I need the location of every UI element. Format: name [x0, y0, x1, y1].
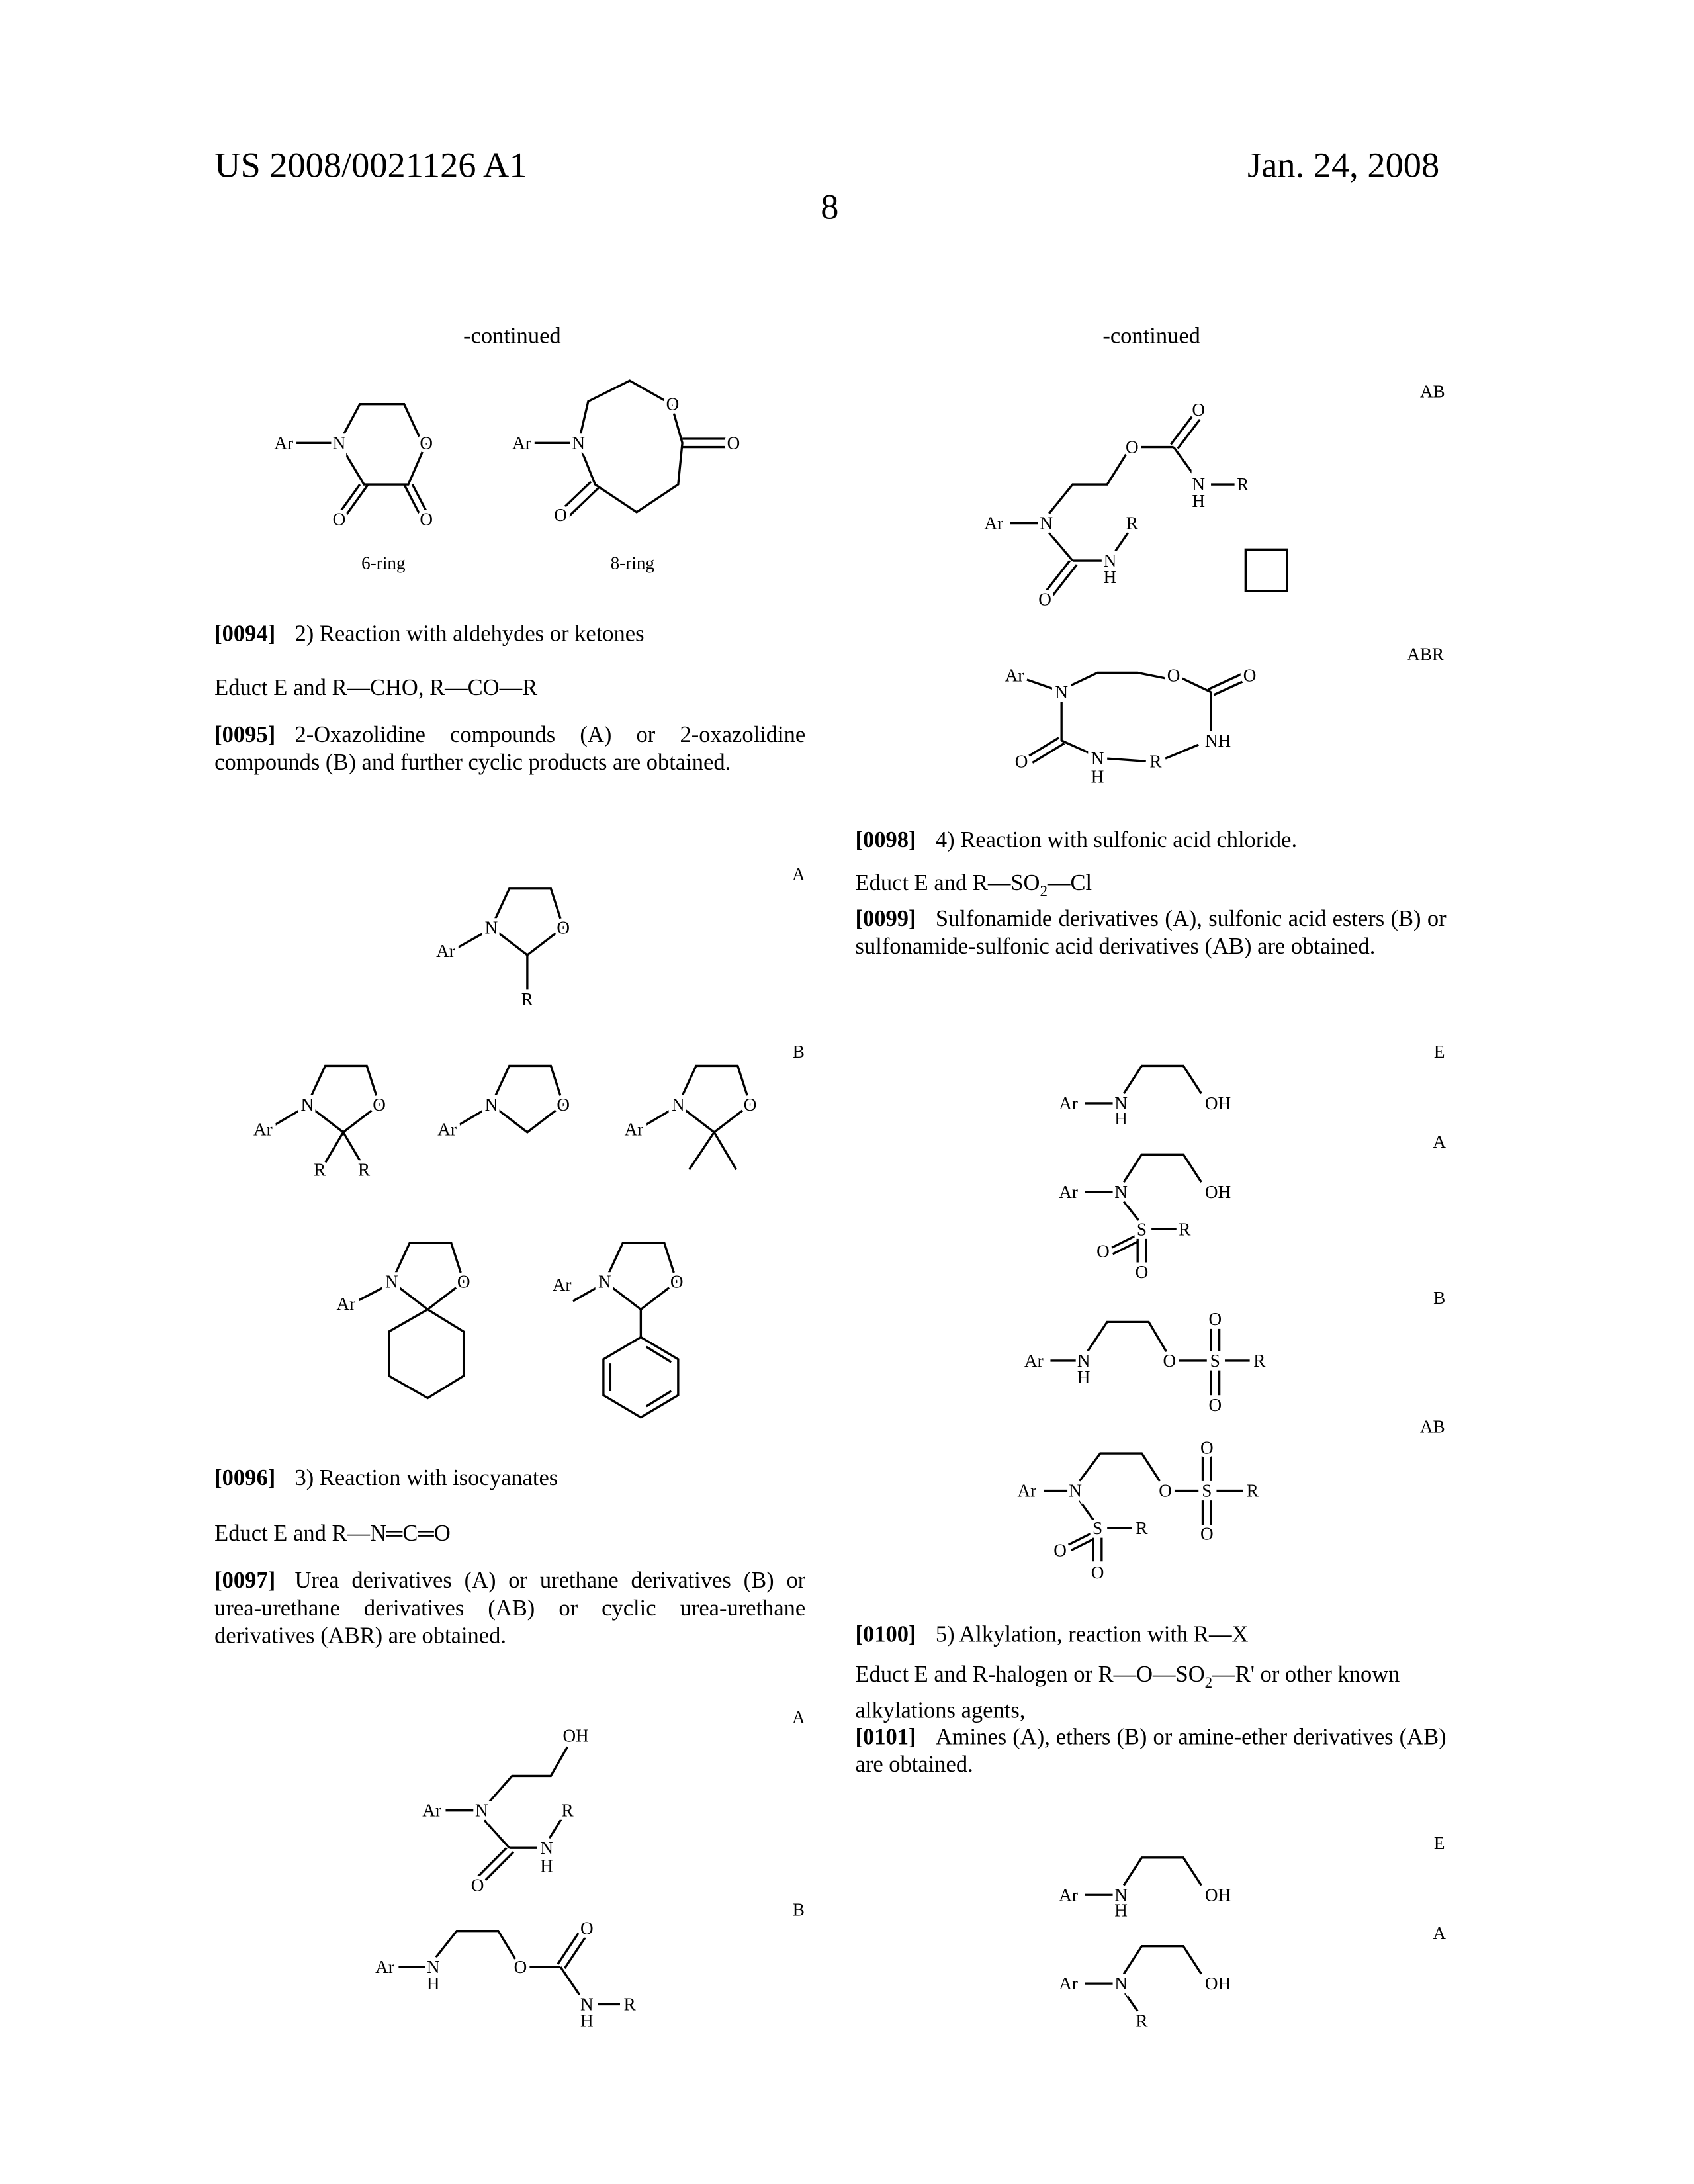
atom-label: OH [1205, 1974, 1231, 1993]
six-ring-structure [293, 404, 430, 520]
chemical-structures [0, 0, 1694, 2184]
atom-label: N [301, 1095, 314, 1115]
atom-label: O [1091, 1563, 1104, 1582]
atom-label: N [1114, 1182, 1128, 1202]
atom-label: O [670, 1272, 684, 1292]
publication-date: Jan. 24, 2008 [1225, 146, 1439, 187]
atom-label: H [1077, 1367, 1091, 1387]
atom-label: R [521, 989, 534, 1009]
compound-label-e: E [1434, 1041, 1445, 1063]
atom-label: O [457, 1272, 470, 1292]
atom-label: N [1114, 1974, 1128, 1993]
text: —R' or other known alkylations agents, [856, 1661, 1400, 1724]
atom-label: O [1192, 400, 1205, 420]
paragraph-number: [0094] [214, 620, 275, 647]
atom-label: N [1104, 551, 1117, 570]
eight-ring-label: 8-ring [611, 553, 654, 574]
atom-label: OH [562, 1726, 588, 1746]
atom-label: O [1200, 1438, 1214, 1458]
atom-label: N [1091, 749, 1104, 768]
paragraph-0100 [856, 1621, 1447, 1649]
educt-sulfonyl-line [856, 869, 1447, 905]
compound-label-a: A [1433, 1131, 1446, 1153]
atom-label: Ar [375, 1957, 394, 1977]
atom-label: Ar [422, 1801, 441, 1821]
patent-number: US 2008/0021126 A1 [214, 146, 527, 187]
continued-label-left: -continued [463, 322, 561, 350]
page-number: 8 [821, 187, 838, 228]
continued-label-right: -continued [1102, 322, 1200, 350]
atom-label: R [1247, 1481, 1259, 1501]
atom-label: N [485, 917, 498, 937]
atom-label: N [672, 1095, 685, 1115]
amine-a-structure [1085, 1946, 1202, 2011]
atom-label: Ar [253, 1120, 273, 1140]
atom-label: Ar [436, 941, 455, 961]
atom-label: O [666, 394, 680, 414]
compound-label-abr: ABR [1407, 644, 1444, 666]
paragraph-0095 [214, 721, 805, 777]
paragraph-number: [0101] [856, 1723, 916, 1750]
atom-label: N [475, 1801, 488, 1821]
atom-label: N [333, 433, 346, 453]
atom-label: O [1126, 437, 1139, 457]
atom-label: R [1253, 1351, 1266, 1371]
atom-label: N [598, 1272, 611, 1292]
atom-label: Ar [1059, 1974, 1078, 1993]
atom-label: O [1053, 1540, 1067, 1560]
atom-label: O [1136, 1262, 1149, 1282]
oxazolidine-b1-structure [274, 1066, 379, 1162]
atom-label: O [420, 433, 433, 453]
atom-label: N [1114, 1093, 1128, 1113]
compound-label-a: A [1433, 1923, 1446, 1944]
patent-page [0, 0, 1694, 2184]
atom-label: O [1163, 1351, 1177, 1371]
oxazolidine-b3-structure [645, 1066, 750, 1169]
text: —Cl [1048, 869, 1092, 895]
compound-label-a: A [792, 864, 805, 886]
atom-label: R [1136, 2011, 1148, 2031]
atom-label: O [373, 1095, 386, 1115]
atom-label: N [1192, 475, 1205, 494]
atom-label: H [580, 2011, 594, 2031]
subscript: 2 [1040, 884, 1048, 900]
compound-label-e: E [1434, 1833, 1445, 1854]
atom-label: Ar [1024, 1351, 1044, 1371]
phenyl-oxazolidine-structure [573, 1243, 678, 1418]
atom-label: O [514, 1957, 527, 1977]
atom-label: O [1243, 666, 1257, 686]
atom-label: Ar [512, 433, 531, 453]
atom-label: H [1091, 766, 1104, 786]
atom-label: O [744, 1095, 757, 1115]
atom-label: R [561, 1801, 574, 1821]
atom-label: H [427, 1974, 440, 1993]
atom-label: N [580, 1994, 594, 2014]
alkyl-e-structure [1085, 1858, 1202, 1895]
atom-label: H [1192, 491, 1205, 511]
atom-label: N [1040, 514, 1053, 533]
educt-alkyl-line [856, 1661, 1447, 1725]
atom-label: Ar [1059, 1093, 1078, 1113]
atom-label: Ar [1059, 1885, 1078, 1905]
atom-label: O [1209, 1395, 1222, 1415]
atom-label: Ar [1059, 1182, 1078, 1202]
sulfonamide-ester-ab-structure [1044, 1453, 1243, 1561]
text: Educt E and R-halogen or R—O—SO [856, 1661, 1205, 1688]
atom-label: R [1237, 475, 1249, 494]
oxazolidine-a-structure [457, 889, 563, 990]
atom-label: H [1114, 1900, 1128, 1920]
atom-label: S [1092, 1518, 1102, 1538]
eight-ring-structure [531, 381, 727, 518]
atom-label: O [333, 509, 346, 529]
atom-label: R [1149, 751, 1162, 771]
atom-label: N [1055, 682, 1068, 702]
compound-label-a: A [792, 1707, 805, 1729]
atom-label: O [557, 917, 570, 937]
paragraph-number: [0097] [214, 1567, 275, 1594]
atom-label: O [554, 505, 567, 525]
atom-label: N [572, 433, 585, 453]
text: Educt E and R—SO [856, 869, 1040, 895]
atom-label: S [1202, 1481, 1212, 1501]
atom-label: O [557, 1095, 570, 1115]
educt-isocyanate-line: Educt E and R—N═C═O [214, 1520, 805, 1547]
atom-label: O [420, 509, 433, 529]
atom-label: O [727, 433, 740, 453]
atom-label: R [624, 1994, 637, 2014]
atom-label: Ar [337, 1294, 356, 1314]
atom-label: O [1096, 1242, 1110, 1261]
atom-label: R [1136, 1518, 1148, 1538]
paragraph-text: Urea derivatives (A) or urethane derivatives (B) or urea-urethane derivatives (AB) or cyclic urea-urethane derivatives (ABR) are obtained. [214, 1567, 805, 1649]
paragraph-0097 [214, 1567, 805, 1650]
atom-label: H [1114, 1109, 1128, 1128]
atom-label: S [1137, 1219, 1147, 1239]
compound-label-ab: AB [1420, 1416, 1445, 1438]
atom-label: Ar [625, 1120, 644, 1140]
six-ring-label: 6-ring [361, 553, 405, 574]
compound-label-b: B [793, 1041, 805, 1063]
subscript: 2 [1205, 1675, 1213, 1692]
paragraph-text: Sulfonamide derivatives (A), sulfonic acid esters (B) or sulfonamide-sulfonic acid derivatives (AB) are obtained. [856, 905, 1447, 960]
atom-label: Ar [1005, 666, 1024, 686]
atom-label: NH [1205, 731, 1231, 751]
compound-label-b: B [1433, 1287, 1445, 1309]
atom-label: OH [1205, 1885, 1231, 1905]
paragraph-0094 [214, 620, 805, 648]
atom-label: Ar [437, 1120, 457, 1140]
paragraph-0101 [856, 1723, 1447, 1779]
paragraph-text: Amines (A), ethers (B) or amine-ether derivatives (AB) are obtained. [856, 1723, 1447, 1778]
atom-label: Ar [553, 1275, 572, 1295]
educt-aldehyde-line: Educt E and R—CHO, R—CO—R [214, 674, 805, 702]
atom-label: R [1179, 1219, 1191, 1239]
atom-label: N [485, 1095, 498, 1115]
paragraph-number: [0096] [214, 1465, 275, 1491]
compound-label-b: B [793, 1899, 805, 1921]
paragraph-number: [0095] [214, 721, 275, 748]
paragraph-number: [0098] [856, 827, 916, 853]
atom-label: H [1104, 567, 1117, 587]
atom-label: R [314, 1160, 326, 1179]
atom-label: O [1167, 666, 1181, 686]
sulfonyl-e-structure [1085, 1066, 1202, 1103]
atom-label: O [1159, 1481, 1172, 1501]
paragraph-0096 [214, 1465, 805, 1492]
atom-label: H [540, 1856, 553, 1876]
atom-label: Ar [1018, 1481, 1037, 1501]
atom-label: N [1077, 1351, 1091, 1371]
paragraph-text: 2-Oxazolidine compounds (A) or 2-oxazolidine compounds (B) and further cyclic products are obtained. [214, 721, 805, 776]
atom-label: N [427, 1957, 440, 1977]
atom-label: R [1126, 514, 1139, 533]
atom-label: N [1114, 1885, 1128, 1905]
empty-box [1245, 549, 1287, 591]
compound-label-ab: AB [1420, 381, 1445, 402]
paragraph-0099 [856, 905, 1447, 961]
paragraph-text: 2) Reaction with aldehydes or ketones [294, 620, 644, 647]
atom-label: N [385, 1272, 398, 1292]
atom-label: Ar [274, 433, 293, 453]
atom-label: O [471, 1876, 484, 1895]
paragraph-number: [0099] [856, 905, 916, 932]
atom-label: S [1210, 1351, 1220, 1371]
oxazolidine-b2-structure [458, 1066, 563, 1132]
atom-label: OH [1205, 1182, 1231, 1202]
paragraph-0098 [856, 827, 1447, 854]
paragraph-text: 3) Reaction with isocyanates [294, 1465, 558, 1491]
paragraph-number: [0100] [856, 1621, 916, 1647]
spiro-structure [357, 1243, 464, 1398]
atom-label: OH [1205, 1093, 1231, 1113]
atom-label: Ar [984, 514, 1003, 533]
paragraph-text: 5) Alkylation, reaction with R—X [936, 1621, 1249, 1647]
atom-label: O [580, 1918, 594, 1938]
atom-label: O [1209, 1309, 1222, 1329]
atom-label: O [1200, 1524, 1214, 1543]
atom-label: R [358, 1160, 371, 1179]
atom-label: N [540, 1838, 553, 1858]
paragraph-text: 4) Reaction with sulfonic acid chloride. [936, 827, 1297, 853]
atom-label: O [1015, 751, 1028, 771]
atom-label: N [1069, 1481, 1082, 1501]
atom-label: O [1038, 590, 1051, 610]
